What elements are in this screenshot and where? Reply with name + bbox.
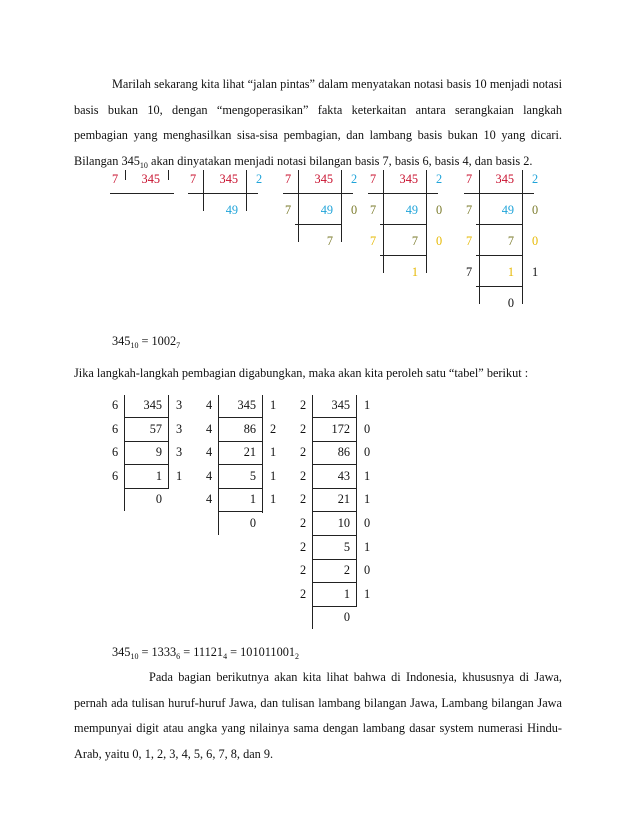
combined-table-3-cell: 2 (300, 398, 307, 412)
combined-table-2-rule (218, 417, 262, 418)
step-table-3-cell: 7 (285, 203, 292, 217)
combined-table-3-cell: 2 (343, 563, 350, 578)
step-table-4-cell: 7 (411, 234, 418, 248)
step-table-5-cell: 0 (507, 296, 514, 310)
step-table-4-cell: 7 (370, 203, 377, 217)
combined-table-2-cell: 1 (270, 492, 277, 507)
combined-table-3-cell: 0 (364, 516, 371, 530)
step-table-4-cell: 1 (411, 265, 418, 279)
combined-table-2-cell: 0 (249, 516, 256, 530)
combined-table-1-cell: 1 (176, 468, 183, 483)
combined-table-1-cell: 3 (176, 445, 183, 460)
combined-table-3-cell: 1 (364, 468, 371, 483)
combined-table-3-divider (312, 395, 313, 629)
step-table-5-cell: 345 (495, 172, 514, 186)
combined-table-3-cell: 1 (364, 398, 371, 412)
combined-intro-text: Jika langkah-langkah pembagian digabungkan, maka akan kita peroleh satu “tabel” berikut : (74, 366, 529, 380)
step-table-2-cell: 345 (219, 172, 238, 186)
step-table-4-cell: 2 (436, 172, 443, 186)
step-table-2-cell: 2 (256, 172, 263, 186)
step-table-3-rule (295, 224, 341, 225)
combined-table-2-cell: 4 (206, 421, 213, 436)
step-table-5-rule (476, 224, 522, 225)
combined-table-1-divider (168, 395, 169, 489)
combined-table-1-cell: 6 (112, 421, 119, 436)
combined-table-2-cell: 1 (270, 468, 277, 483)
combined-table-2-cell: 2 (270, 421, 277, 436)
step-table-5-cell: 1 (532, 265, 539, 279)
step-table-4-cell: 7 (370, 172, 377, 186)
step-table-2-cell: 49 (225, 203, 238, 217)
combined-table-3-rule (312, 441, 356, 442)
combined-table-2-cell: 4 (206, 398, 213, 412)
combined-table-3-cell: 0 (364, 421, 371, 436)
combined-table-2-cell: 345 (237, 398, 256, 412)
combined-table-1-cell: 6 (112, 398, 119, 412)
step-table-1-divider (125, 170, 126, 180)
combined-table-2-cell: 5 (249, 468, 256, 483)
step-table-5-cell: 0 (532, 234, 539, 248)
combined-table-2-cell: 1 (270, 398, 277, 412)
combined-table-1-rule (124, 464, 168, 465)
combined-table-2-cell: 86 (243, 421, 256, 436)
step-table-2-cell: 7 (190, 172, 197, 186)
step-table-1-base-rule (110, 193, 174, 194)
step-table-5-cell: 2 (532, 172, 539, 186)
combined-table-1-cell: 3 (176, 421, 183, 436)
combined-table-2-divider (262, 395, 263, 513)
step-table-4-cell: 7 (370, 234, 377, 248)
step-table-3-cell: 7 (285, 172, 292, 186)
step-table-5-cell: 49 (501, 203, 514, 217)
combined-table-2-cell: 1 (249, 492, 256, 507)
combined-table-1-rule (124, 441, 168, 442)
combined-table-3-cell: 2 (300, 468, 307, 483)
step-table-5-divider (522, 170, 523, 304)
combined-table-3-cell: 21 (337, 492, 350, 507)
combined-table-3-rule (312, 582, 356, 583)
combined-table-1-cell: 9 (155, 445, 162, 460)
step-table-3-cell: 49 (320, 203, 333, 217)
step-table-4-cell: 49 (405, 203, 418, 217)
combined-table-3-cell: 43 (337, 468, 350, 483)
combined-table-3-cell: 0 (343, 610, 350, 625)
combined-table-3-cell: 0 (364, 445, 371, 460)
combined-table-2-rule (218, 441, 262, 442)
combined-table-2-rule (218, 511, 262, 512)
combined-table-3-cell: 2 (300, 586, 307, 601)
combined-table-2-cell: 4 (206, 492, 213, 507)
closing-paragraph: Pada bagian berikutnya akan kita lihat bahwa di Indonesia, khususnya di Jawa, pernah ada tulisan huruf-huruf Jawa, dan tulisan lambang bilangan Jawa, Lambang bilangan Jawa mempunyai digit atau angka yang nilainya sama dengan lambang dasar system numerasi Hindu-Arab, yaitu 0, 1, 2, 3, 4, 5, 6, 7, 8, dan 9. (74, 670, 562, 761)
combined-table-3-rule (312, 535, 356, 536)
combined-table-3-rule (312, 511, 356, 512)
step-table-4-divider (426, 170, 427, 273)
step-table-3-divider (298, 170, 299, 242)
step-table-5-base-rule (464, 193, 534, 194)
step-table-2-divider (246, 170, 247, 211)
step-table-5-cell: 7 (507, 234, 514, 248)
combined-table-2-cell: 21 (243, 445, 256, 460)
intro-last-line: Bilangan $345_{10}$ akan dinyatakan menjadi notasi bilangan basis 7, basis 6, basis 4, dan basis 2. (74, 153, 533, 170)
step-table-1-cell: 7 (112, 172, 119, 186)
combined-table-3-cell: 1 (364, 492, 371, 507)
combined-table-3-cell: 2 (300, 445, 307, 460)
step-table-3-cell: 345 (314, 172, 333, 186)
combined-table-3-rule (312, 488, 356, 489)
combined-table-1-cell: 57 (149, 421, 162, 436)
combined-table-2-cell: 4 (206, 468, 213, 483)
combined-table-3-divider (356, 395, 357, 607)
combined-table-3-rule (312, 417, 356, 418)
combined-table-3-cell: 2 (300, 563, 307, 578)
step-table-1-divider (168, 170, 169, 180)
combined-table-1-cell: 6 (112, 445, 119, 460)
step-table-3-cell: 7 (326, 234, 333, 248)
combined-table-3-cell: 345 (331, 398, 350, 412)
step-table-5-cell: 7 (466, 172, 473, 186)
combined-table-1-cell: 6 (112, 468, 119, 483)
combined-table-3-cell: 86 (337, 445, 350, 460)
combined-table-3-cell: 10 (337, 516, 350, 530)
step-table-1-cell: 345 (141, 172, 160, 186)
combined-table-3-cell: 1 (364, 586, 371, 601)
step-table-5-cell: 7 (466, 265, 473, 279)
step-table-4-rule (380, 224, 426, 225)
combined-table-3-cell: 1 (343, 586, 350, 601)
combined-table-3-cell: 172 (331, 421, 350, 436)
combined-table-1-cell: 1 (155, 468, 162, 483)
combined-table-3-cell: 2 (300, 539, 307, 554)
step-table-5-cell: 7 (466, 203, 473, 217)
step-table-5-divider (479, 170, 480, 304)
combined-table-1-cell: 3 (176, 398, 183, 412)
combined-table-2-cell: 1 (270, 445, 277, 460)
step-table-4-rule (380, 255, 426, 256)
step-table-3-divider (341, 170, 342, 242)
step-table-3-cell: 0 (351, 203, 358, 217)
combined-table-3-rule (312, 464, 356, 465)
step-table-5-cell: 0 (532, 203, 539, 217)
combined-table-3-rule (312, 559, 356, 560)
combined-table-3-cell: 0 (364, 563, 371, 578)
step-table-4-base-rule (368, 193, 438, 194)
intro-text: Marilah sekarang kita lihat “jalan pintas” dalam menyatakan notasi basis 10 menjadi notasi basis bukan 10, dengan “mengoperasikan” fakta keterkaitan antara serangkaian langkah pembagian yang menghasilkan sisa-sisa pembagian, dan lambang basis bukan 10 yang dicari. (74, 77, 562, 142)
combined-table-2-rule (218, 464, 262, 465)
combined-table-3-cell: 2 (300, 516, 307, 530)
combined-table-3-cell: 5 (343, 539, 350, 554)
combined-table-2-cell: 4 (206, 445, 213, 460)
combined-table-2-divider (218, 395, 219, 535)
combined-table-3-cell: 2 (300, 421, 307, 436)
step-table-4-cell: 0 (436, 203, 443, 217)
step-table-5-cell: 1 (507, 265, 514, 279)
step-table-5-rule (476, 255, 522, 256)
step-table-4-divider (383, 170, 384, 273)
combined-table-1-cell: 0 (155, 492, 162, 507)
step-table-2-base-rule (188, 193, 258, 194)
step-table-3-cell: 2 (351, 172, 358, 186)
step-table-5-cell: 7 (466, 234, 473, 248)
step-table-5-rule (476, 286, 522, 287)
combined-table-3-cell: 1 (364, 539, 371, 554)
combined-table-1-divider (124, 395, 125, 511)
result-all-bases: $345_{10} = 1333_6 = 11121_4 = 101011001_2$ (112, 645, 300, 661)
combined-table-1-rule (124, 417, 168, 418)
step-table-2-divider (203, 170, 204, 211)
step-table-4-cell: 0 (436, 234, 443, 248)
combined-table-1-rule (124, 488, 168, 489)
combined-table-2-rule (218, 488, 262, 489)
step-table-4-cell: 345 (399, 172, 418, 186)
intro-paragraph (74, 72, 562, 174)
step-table-3-base-rule (283, 193, 353, 194)
combined-table-3-cell: 2 (300, 492, 307, 507)
combined-table-1-cell: 345 (143, 398, 162, 412)
result-base7: $345_{10} = 1002_7$ (112, 334, 181, 350)
combined-table-3-rule (312, 606, 356, 607)
